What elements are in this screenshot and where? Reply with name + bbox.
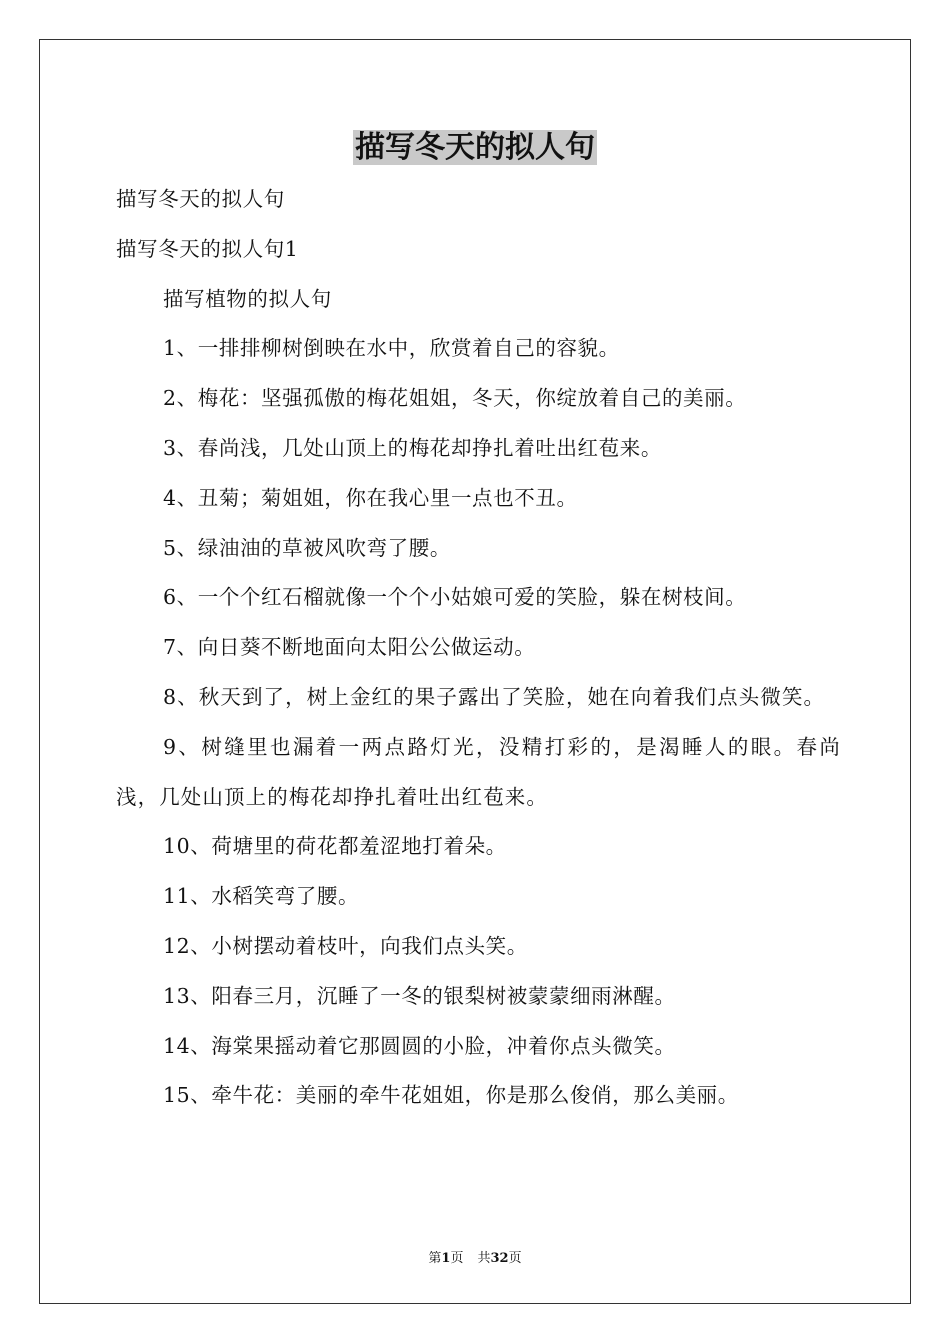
page-suffix: 页 — [450, 1251, 464, 1266]
list-item: 4、丑菊；菊姐姐，你在我心里一点也不丑。 — [163, 485, 578, 510]
list-item: 5、绿油油的草被风吹弯了腰。 — [163, 535, 451, 560]
total-suffix: 页 — [508, 1251, 522, 1266]
list-item: 11、水稻笑弯了腰。 — [163, 884, 360, 909]
list-item: 14、海棠果摇动着它那圆圆的小脸，冲着你点头微笑。 — [163, 1033, 676, 1058]
total-pages: 32 — [490, 1251, 509, 1266]
list-item: 7、向日葵不断地面向太阳公公做运动。 — [163, 635, 536, 660]
page-prefix: 第 — [428, 1251, 442, 1266]
document-body — [116, 175, 841, 1121]
subheading-line: 描写冬天的拟人句1 — [116, 236, 299, 261]
list-item: 2、梅花：坚强孤傲的梅花姐姐，冬天，你绽放着自己的美丽。 — [163, 386, 747, 411]
list-item: 1、一排排柳树倒映在水中，欣赏着自己的容貌。 — [163, 336, 620, 361]
page-footer — [0, 1247, 950, 1266]
list-item: 10、荷塘里的荷花都羞涩地打着朵。 — [163, 834, 507, 859]
total-prefix: 共 — [477, 1251, 491, 1266]
list-item: 9、树缝里也漏着一两点路灯光，没精打彩的，是渴睡人的眼。春尚浅，几处山顶上的梅花却挣扎着吐出红苞来。 — [116, 734, 841, 809]
list-item: 13、阳春三月，沉睡了一冬的银梨树被蒙蒙细雨淋醒。 — [163, 983, 676, 1008]
list-item: 15、牵牛花：美丽的牵牛花姐姐，你是那么俊俏，那么美丽。 — [163, 1083, 739, 1108]
document-title — [0, 126, 950, 170]
list-item: 6、一个个红石榴就像一个个小姑娘可爱的笑脸，躲在树枝间。 — [163, 585, 747, 610]
list-item: 12、小树摆动着枝叶，向我们点头笑。 — [163, 933, 528, 958]
section-heading: 描写植物的拟人句 — [163, 286, 332, 311]
heading-line: 描写冬天的拟人句 — [116, 187, 285, 211]
document-title-text: 描写冬天的拟人句 — [355, 130, 595, 165]
page-number: 1 — [441, 1251, 451, 1266]
list-item: 3、春尚浅，几处山顶上的梅花却挣扎着吐出红苞来。 — [163, 435, 662, 460]
list-item: 8、秋天到了，树上金红的果子露出了笑脸，她在向着我们点头微笑。 — [163, 684, 826, 709]
